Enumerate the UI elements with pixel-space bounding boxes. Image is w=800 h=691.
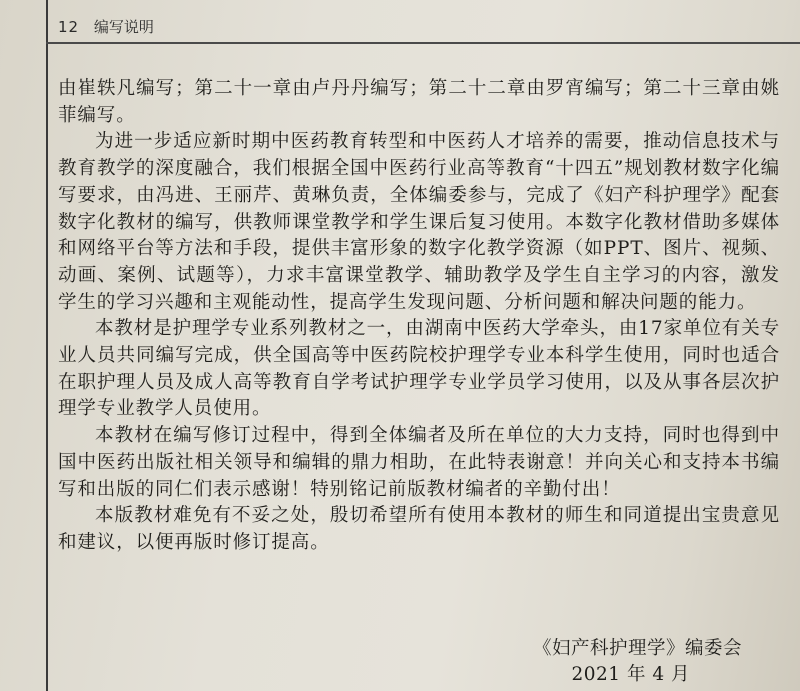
paragraph-acknowledgement: 本教材在编写修订过程中，得到全体编者及所在单位的大力支持，同时也得到中国中医药出版社相关领导和编辑的鼎力相助，在此特表谢意！并向关心和支持本书编写和出版的同仁们表示感谢！特别铭记前版教材编者的辛勤付出！ (58, 425, 780, 500)
section-title: 编写说明 (93, 18, 154, 36)
editorial-committee-signature: 《妇产科护理学》编委会 (532, 638, 742, 659)
signature-date: 2021 年 4 月 (571, 664, 690, 685)
paragraph-feedback: 本版教材难免有不妥之处，殷切希望所有使用本教材的师生和同道提出宝贵意见和建议，以便再版时修订提高。 (58, 505, 780, 553)
body-text (58, 76, 780, 557)
header-rule (46, 42, 800, 44)
page-number: 12 (58, 18, 80, 36)
paragraph-audience: 本教材是护理学专业系列教材之一，由湖南中医药大学牵头，由17家单位有关专业人员共同编写完成，供全国高等中医药院校护理学专业本科学生使用，同时也适合在职护理人员及成人高等教育自学考试护理学专业学员学习使用，以及从事各层次护理学专业教学人员使用。 (58, 318, 780, 420)
running-header (58, 16, 154, 40)
paragraph-digital-edition: 为进一步适应新时期中医药教育转型和中医药人才培养的需要，推动信息技术与教育教学的深度融合，我们根据全国中医药行业高等教育“十四五”规划教材数字化编写要求，由冯进、王丽芹、黄琳负责，全体编委参与，完成了《妇产科护理学》配套数字化教材的编写，供教师课堂教学和学生课后复习使用。本数字化教材借助多媒体和网络平台等方法和手段，提供丰富形象的数字化教学资源（如PPT、图片、视频、动画、案例、试题等），力求丰富课堂教学、辅助教学及学生自主学习的内容，激发学生的学习兴趣和主观能动性，提高学生发现问题、分析问题和解决问题的能力。 (58, 131, 780, 313)
paragraph-continuation: 由崔轶凡编写；第二十一章由卢丹丹编写；第二十二章由罗宵编写；第二十三章由姚菲编写。 (58, 78, 780, 126)
margin-rule (46, 0, 48, 691)
